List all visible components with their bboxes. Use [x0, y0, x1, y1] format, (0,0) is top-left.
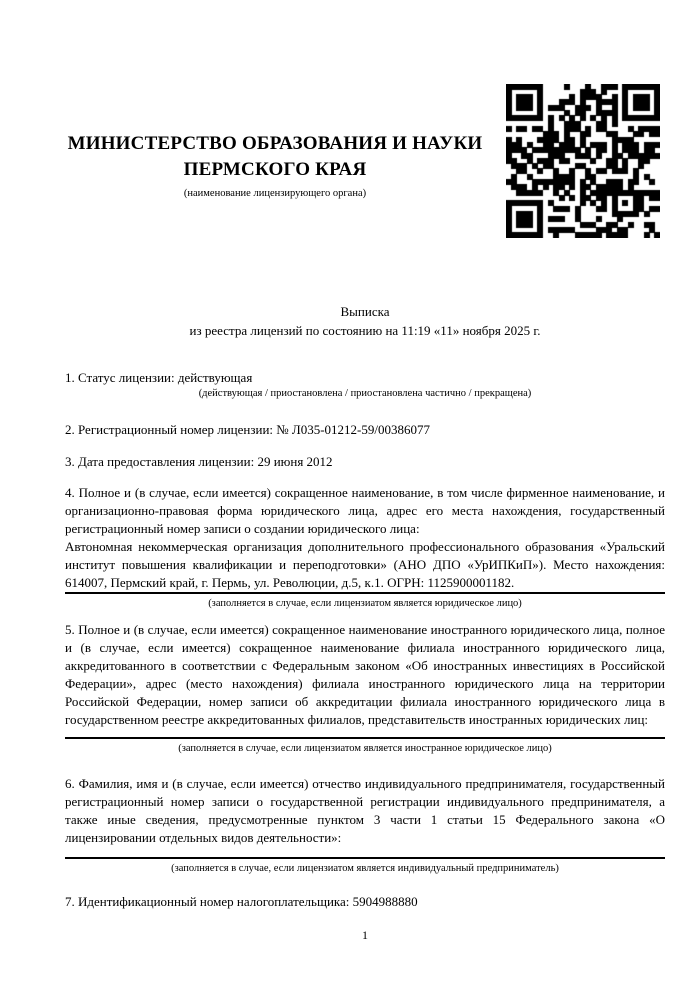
item-6-individual-entrepreneur: [65, 775, 665, 875]
item-1-license-status: [65, 369, 665, 400]
item-note: (заполняется в случае, если лицензиатом является индивидуальный предприниматель): [171, 863, 559, 874]
ministry-header: [65, 131, 485, 201]
item-note: (действующая / приостановлена / приостановлена частично / прекращена): [198, 388, 532, 399]
page-number: 1: [362, 928, 368, 942]
qr-code: [506, 84, 660, 238]
fill-in-line: [65, 737, 665, 739]
fill-in-line: [65, 592, 665, 594]
item-text: 3. Дата предоставления лицензии: 29 июня 2012: [65, 454, 333, 469]
item-statement: 5. Полное и (в случае, если имеется) сокращенное наименование иностранного юридического лица, полное и (в случае, если имеется) сокращенное наименование филиала иностранного юридического лица, аккредитованного в соответствии с Федеральным законом «Об иностранных инвестициях в Российской Федерации», адрес (место нахождения) филиала иностранного юридического лица на территории Российской Федерации, номер записи об аккредитации филиала иностранного юридического лица в государственном реестре аккредитованных филиалов, представительств иностранных юридических лиц:: [65, 622, 665, 727]
item-note: (заполняется в случае, если лицензиатом является юридическое лицо): [208, 598, 522, 609]
item-note: (заполняется в случае, если лицензиатом является иностранное юридическое лицо): [178, 743, 552, 754]
ministry-name-line2: ПЕРМСКОГО КРАЯ: [183, 159, 367, 180]
title-line2: из реестра лицензий по состоянию на 11:19 «11» ноября 2025 г.: [189, 323, 541, 338]
item-5-foreign-entity: [65, 621, 665, 755]
item-statement: 4. Полное и (в случае, если имеется) сокращенное наименование, в том числе фирменное наименование, и организационно-правовая форма юридического лица, адрес его места нахождения, государственный регистрационный номер записи о создании юридического лица:: [65, 485, 665, 536]
item-value: Автономная некоммерческая организация дополнительного профессионального образования «Уральский институт повышения квалификации и переподготовки» (АНО ДПО «УрИПКиП»). Место нахождения: 614007, Пермский край, г. Пермь, ул. Революции, д.5, к.1. ОГРН: 1125900001182.: [65, 539, 665, 590]
document-title: [65, 302, 665, 340]
item-statement: 6. Фамилия, имя и (в случае, если имеется) отчество индивидуального предпринимателя, государственный регистрационный номер записи о государственной регистрации индивидуального предпринимателя, а также иные сведения, предусмотренные пунктом 3 части 1 статьи 15 Федерального закона «О лицензировании отдельных видов деятельности»:: [65, 776, 665, 845]
item-2-registration-number: [65, 421, 665, 439]
item-text: 7. Идентификационный номер налогоплательщика: 5904988880: [65, 894, 418, 909]
ministry-name-line1: МИНИСТЕРСТВО ОБРАЗОВАНИЯ И НАУКИ: [67, 133, 483, 154]
item-4-legal-entity: [65, 484, 665, 610]
item-text: 1. Статус лицензии: действующая: [65, 370, 253, 385]
item-text: 2. Регистрационный номер лицензии: № Л035-01212-59/00386077: [65, 422, 431, 437]
licensing-authority-note: (наименование лицензирующего органа): [183, 188, 367, 199]
fill-in-line: [65, 857, 665, 859]
item-7-taxpayer-number: [65, 893, 665, 911]
title-line1: Выписка: [340, 304, 390, 319]
item-3-license-date: [65, 453, 665, 471]
